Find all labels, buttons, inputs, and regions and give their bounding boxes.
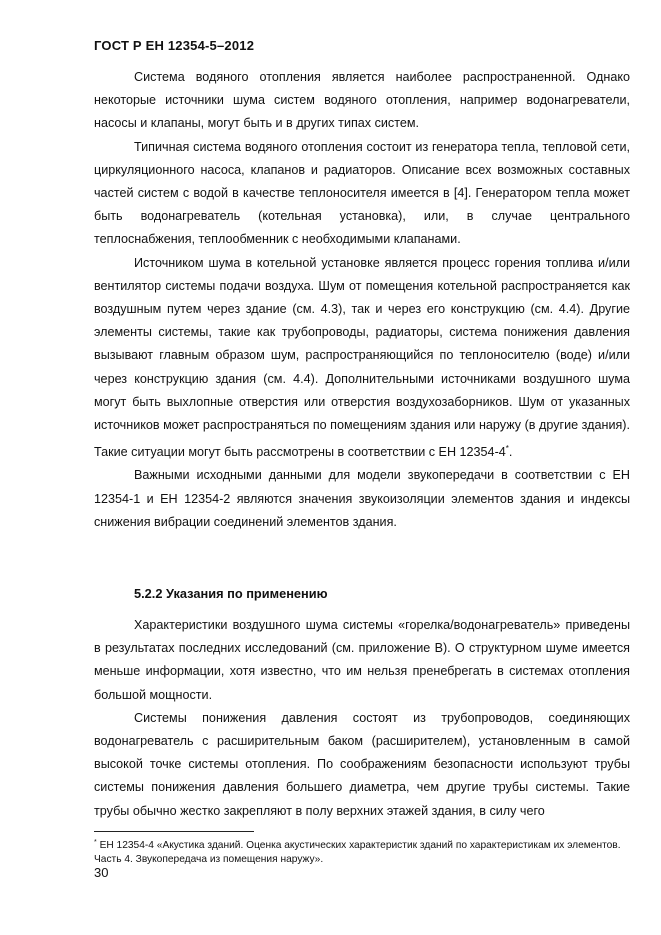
- body-section-top: [94, 66, 630, 534]
- paragraph: Типичная система водяного отопления состоит из генератора тепла, тепловой сети, циркуляционного насоса, клапанов и радиаторов. Описание всех возможных составных частей систем с водой в качестве теплоносителя имеется в [4]. Генератором тепла может быть водонагреватель (котельная установка), или, в случае центрального теплоснабжения, теплообменник с необходимыми клапанами.: [94, 139, 630, 247]
- paragraph: Характеристики воздушного шума системы «горелка/водонагреватель» приведены в результатах последних исследований (см. приложение В). О структурном шуме имеется меньше информации, хотя известно, что им нельзя пренебрегать в системах отопления большой мощности.: [94, 618, 630, 702]
- paragraph: [94, 252, 630, 465]
- footnote-marker: *: [94, 839, 97, 846]
- paragraph: Важными исходными данными для модели звукопередачи в соответствии с ЕН 12354-1 и ЕН 12354-2 являются значения звукоизоляции элементов здания и индексы снижения вибрации соединений элементов здания.: [94, 468, 630, 529]
- period: .: [508, 445, 513, 460]
- footnote-divider: [94, 831, 254, 832]
- footnote-reference: *: [505, 444, 509, 454]
- page-number: 30: [94, 865, 109, 880]
- standard-header: ГОСТ Р ЕН 12354-5–2012: [94, 38, 255, 53]
- paragraph-text: Источником шума в котельной установке является процесс горения топлива и/или вентилятор системы подачи воздуха. Шум от помещения котельной распространяется как воздушным путем через здание (см. 4.3), так и через его конструкцию (см. 4.4). Другие элементы системы, такие как трубопроводы, радиаторы, система понижения давления вызывают главным образом шум, распространяющийся по теплоносителю (воде) и/или через конструкцию здания (см. 4.4). Дополнительными источниками воздушного шума могут быть выхлопные отверстия или отверстия воздухозаборников. Шум от указанных источников может распространяться по помещениям здания или наружу (в другие здания). Такие ситуации могут быть рассмотрены в соответствии с ЕН 12354-4: [94, 255, 630, 460]
- body-section-bottom: [94, 614, 630, 823]
- footnote: [94, 836, 624, 866]
- section-heading: 5.2.2 Указания по применению: [134, 586, 328, 601]
- footnote-text: ЕН 12354-4 «Акустика зданий. Оценка акустических характеристик зданий по характеристикам их элементов. Часть 4. Звукопередача из помещения наружу».: [94, 840, 621, 865]
- paragraph: Системы понижения давления состоят из трубопроводов, соединяющих водонагреватель с расширительным баком (расширителем), установленным в самой высокой точке системы отопления. По соображениям безопасности используют трубы системы понижения давления большего диаметра, чем другие трубы системы. Такие трубы обычно жестко закрепляют в полу верхних этажей здания, в силу чего: [94, 710, 630, 818]
- paragraph: Система водяного отопления является наиболее распространенной. Однако некоторые источники шума систем водяного отопления, например водонагреватели, насосы и клапаны, могут быть и в других типах систем.: [94, 70, 630, 131]
